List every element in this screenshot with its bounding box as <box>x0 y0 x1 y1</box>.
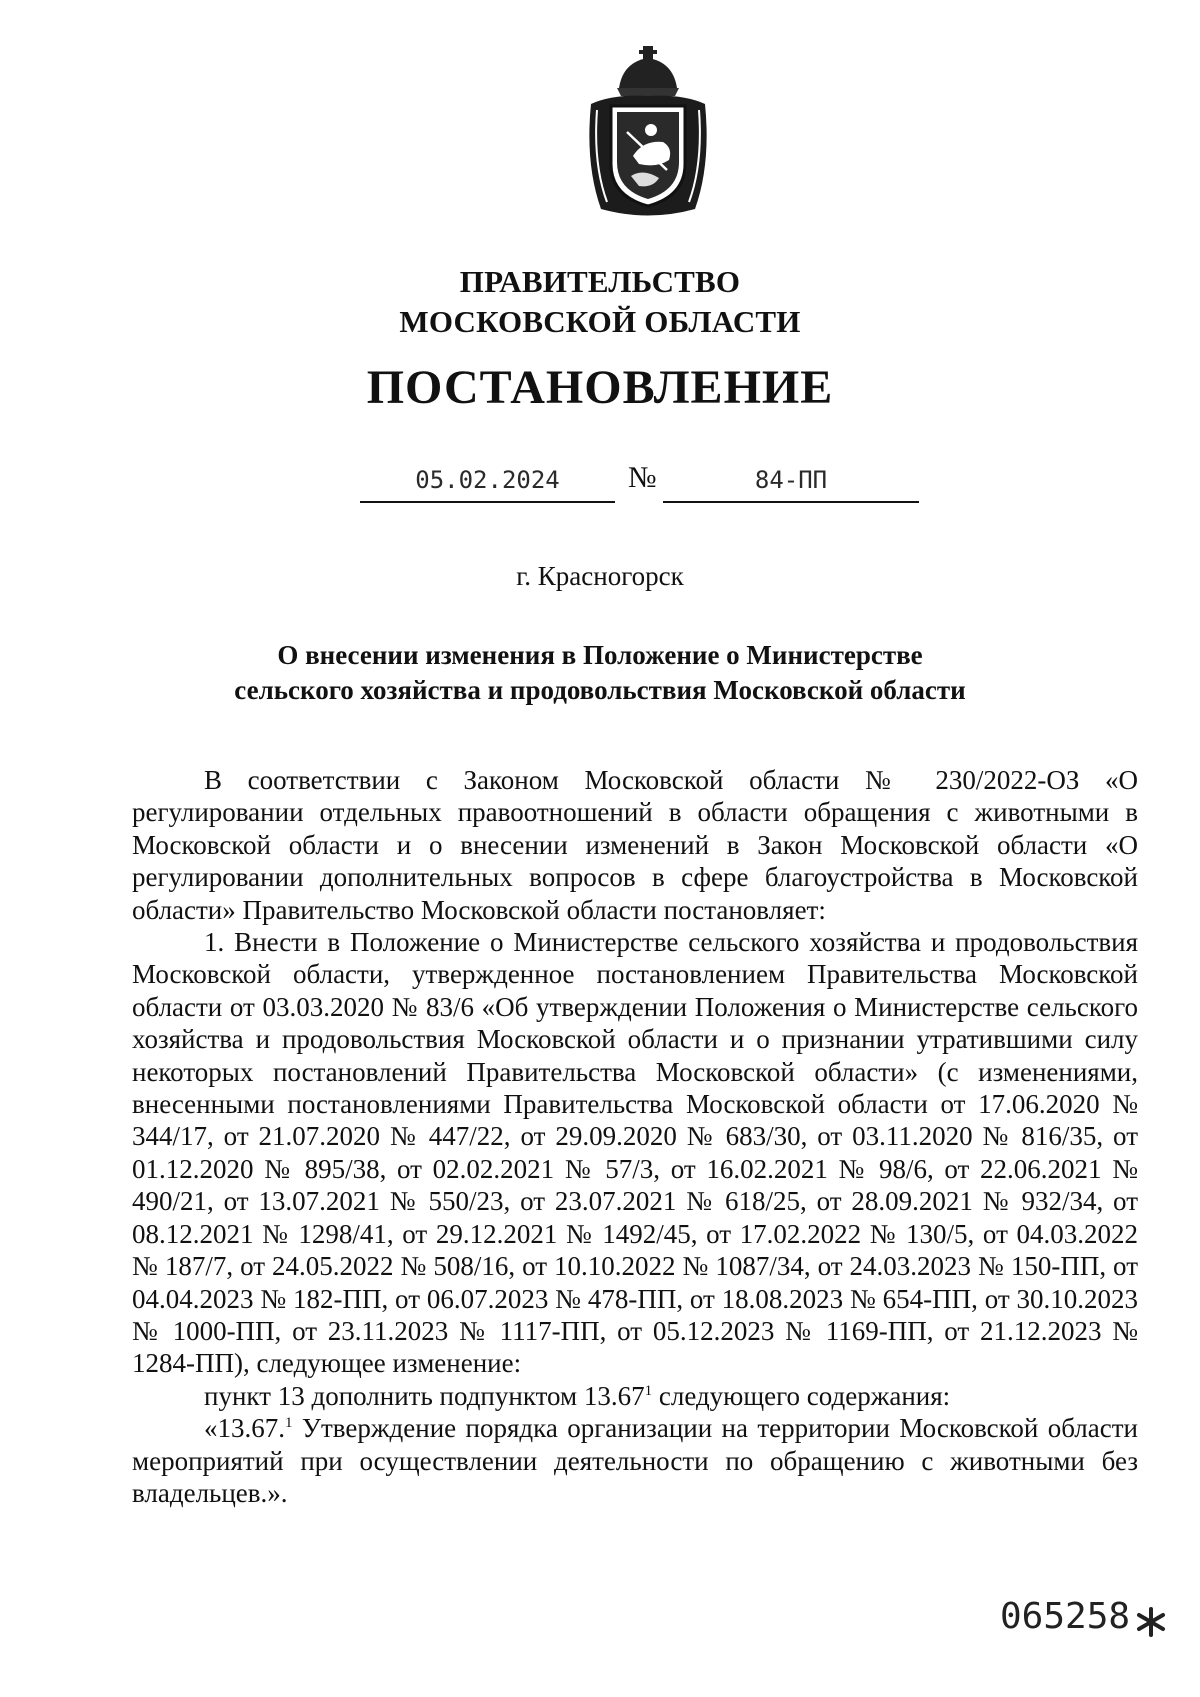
paragraph-new-subitem <box>132 1412 1138 1509</box>
paragraph-item-1: 1. Внести в Положение о Министерстве сельского хозяйства и продовольствия Московской области, утвержденное постановлением Правительства Московской области от 03.03.2020 № 83/6 «Об утверждении Положения о Министерстве сельского хозяйства и продовольствия Московской области и о признании утратившими силу некоторых постановлений Правительства Московской области» (с изменениями, внесенными постановлениями Правительства Московской области от 17.06.2020 № 344/17, от 21.07.2020 № 447/22, от 29.09.2020 № 683/30, от 03.11.2020 № 816/35, от 01.12.2020 № 895/38, от 02.02.2021 № 57/3, от 16.02.2021 № 98/6, от 22.06.2021 № 490/21, от 13.07.2021 № 550/23, от 23.07.2021 № 618/25, от 28.09.2021 № 932/34, от 08.12.2021 № 1298/41, от 29.12.2021 № 1492/45, от 17.02.2022 № 130/5, от 04.03.2022 № 187/7, от 24.05.2022 № 508/16, от 10.10.2022 № 1087/34, от 24.03.2023 № 150-ПП, от 04.04.2023 № 182-ПП, от 06.07.2023 № 478-ПП, от 18.08.2023 № 654-ПП, от 30.10.2023 № 1000-ПП, от 23.11.2023 № 1117-ПП, от 05.12.2023 № 1169-ПП, от 21.12.2023 № 1284-ПП), следующее изменение: <box>132 927 1138 1379</box>
paragraph-preamble: В соответствии с Законом Московской области № 230/2022-ОЗ «О регулировании отдельных правоотношений в области обращения с животными в Московской области и о внесении изменений в Закон Московской области «О регулировании дополнительных вопросов в сфере благоустройства в Московской области» Правительство Московской области постановляет: <box>132 765 1138 925</box>
title-line-1: О внесении изменения в Положение о Министерстве <box>277 640 923 670</box>
amendment-text-end: следующего содержания: <box>652 1380 951 1411</box>
document-title <box>0 638 1200 708</box>
org-line-2: МОСКОВСКОЙ ОБЛАСТИ <box>399 304 801 339</box>
amendment-text-start: пункт 13 дополнить подпунктом 13.67 <box>204 1380 645 1411</box>
coat-of-arms-icon <box>583 44 713 222</box>
city: г. Красногорск <box>516 561 684 591</box>
paragraph-amendment <box>132 1380 1138 1412</box>
asterisk-icon <box>1135 1606 1167 1638</box>
title-line-2: сельского хозяйства и продовольствия Московской области <box>234 675 966 705</box>
document-date: 05.02.2024 <box>360 465 615 503</box>
document-body <box>132 764 1138 1509</box>
subitem-superscript: 1 <box>285 1415 293 1432</box>
subitem-number: «13.67. <box>204 1413 285 1444</box>
organization-name <box>0 262 1200 342</box>
document-number: 84-ПП <box>663 465 919 503</box>
amendment-superscript: 1 <box>644 1382 653 1399</box>
org-line-1: ПРАВИТЕЛЬСТВО <box>459 264 741 299</box>
number-sign: № <box>628 461 657 494</box>
document-type: ПОСТАНОВЛЕНИЕ <box>366 361 834 414</box>
serial-number: 065258 <box>1000 1596 1131 1637</box>
subitem-text: Утверждение порядка организации на территории Московской области мероприятий при осуществлении деятельности по обращению с животными без владельцев.». <box>132 1413 1138 1508</box>
